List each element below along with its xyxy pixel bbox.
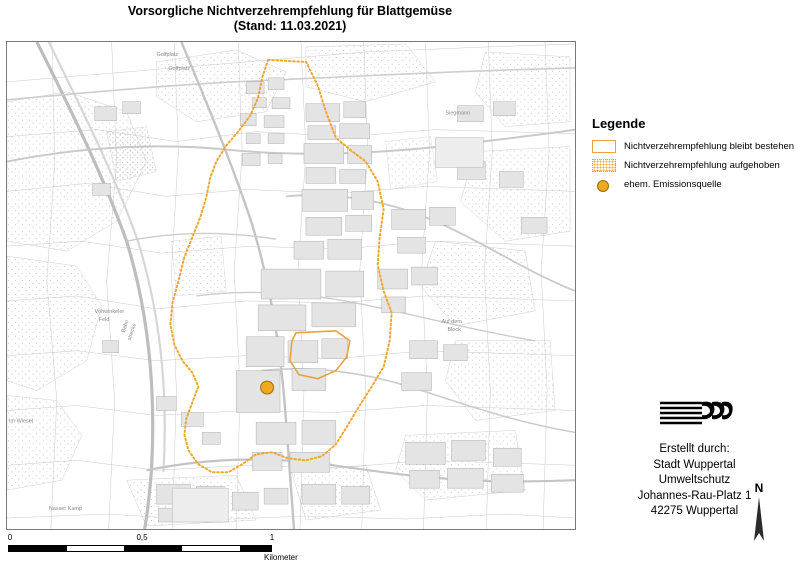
map-canvas[interactable] [7,42,575,529]
credits-line: Umweltschutz [658,474,731,486]
legend-item-lifted [592,159,797,172]
legend-item-label: Nichtverzehrempfehlung bleibt bestehen [624,140,795,152]
scale-bar-track [8,545,272,552]
svg-text:Bahn: Bahn [120,319,131,334]
scale-tick-2: 1 [269,533,275,542]
credits-line: Johannes-Rau-Platz 1 [637,489,752,502]
svg-text:Nasser Kamp: Nasser Kamp [48,506,83,513]
scale-bar [6,533,306,562]
svg-text:strecke: strecke [126,322,138,342]
legend-item-label: ehem. Emissionsquelle [624,178,722,190]
title-line-1: Vorsorgliche Nichtverzehrempfehlung für Blattgemüse [127,4,453,18]
scale-bar-segment [240,546,271,551]
scale-tick-0: 0 [7,533,13,542]
svg-text:Siegmann: Siegmann [445,110,471,117]
legend-item-label: Nichtverzehrempfehlung aufgehoben [624,159,780,171]
svg-text:Auf dem: Auf dem [441,318,462,325]
scale-bar-segment [124,546,182,551]
legend [592,116,797,197]
legend-solid-polygon-icon [592,140,616,153]
svg-text:Block: Block [447,326,461,333]
credits-line: Stadt Wuppertal [653,458,736,471]
svg-text:Vohwinkeler: Vohwinkeler [94,308,125,315]
page-title [0,4,580,34]
title-line-2: (Stand: 11.03.2021) [233,19,347,33]
north-arrow-letter: N [754,481,764,495]
map-frame[interactable] [6,41,576,530]
svg-text:Feld: Feld [98,316,110,323]
credits-line: 42275 Wuppertal [650,505,739,517]
legend-heading: Legende [592,116,646,131]
scale-tick-1: 0,5 [136,533,148,542]
scale-bar-segment [9,546,67,551]
legend-item-remains [592,140,797,153]
credits-block [592,398,797,520]
credits-line: Erstellt durch: [659,443,730,455]
scale-units-label: Kilometer [264,553,298,562]
svg-text:Golfplatz: Golfplatz [168,65,191,72]
legend-item-emission-source [592,178,797,191]
wuppertal-logo [656,398,734,428]
legend-point-marker-icon [592,178,616,191]
legend-dotted-polygon-icon [592,159,616,172]
svg-text:Im Wiesel: Im Wiesel [8,418,34,425]
emission-source-point [261,381,274,394]
svg-text:Golfplatz: Golfplatz [156,51,179,58]
